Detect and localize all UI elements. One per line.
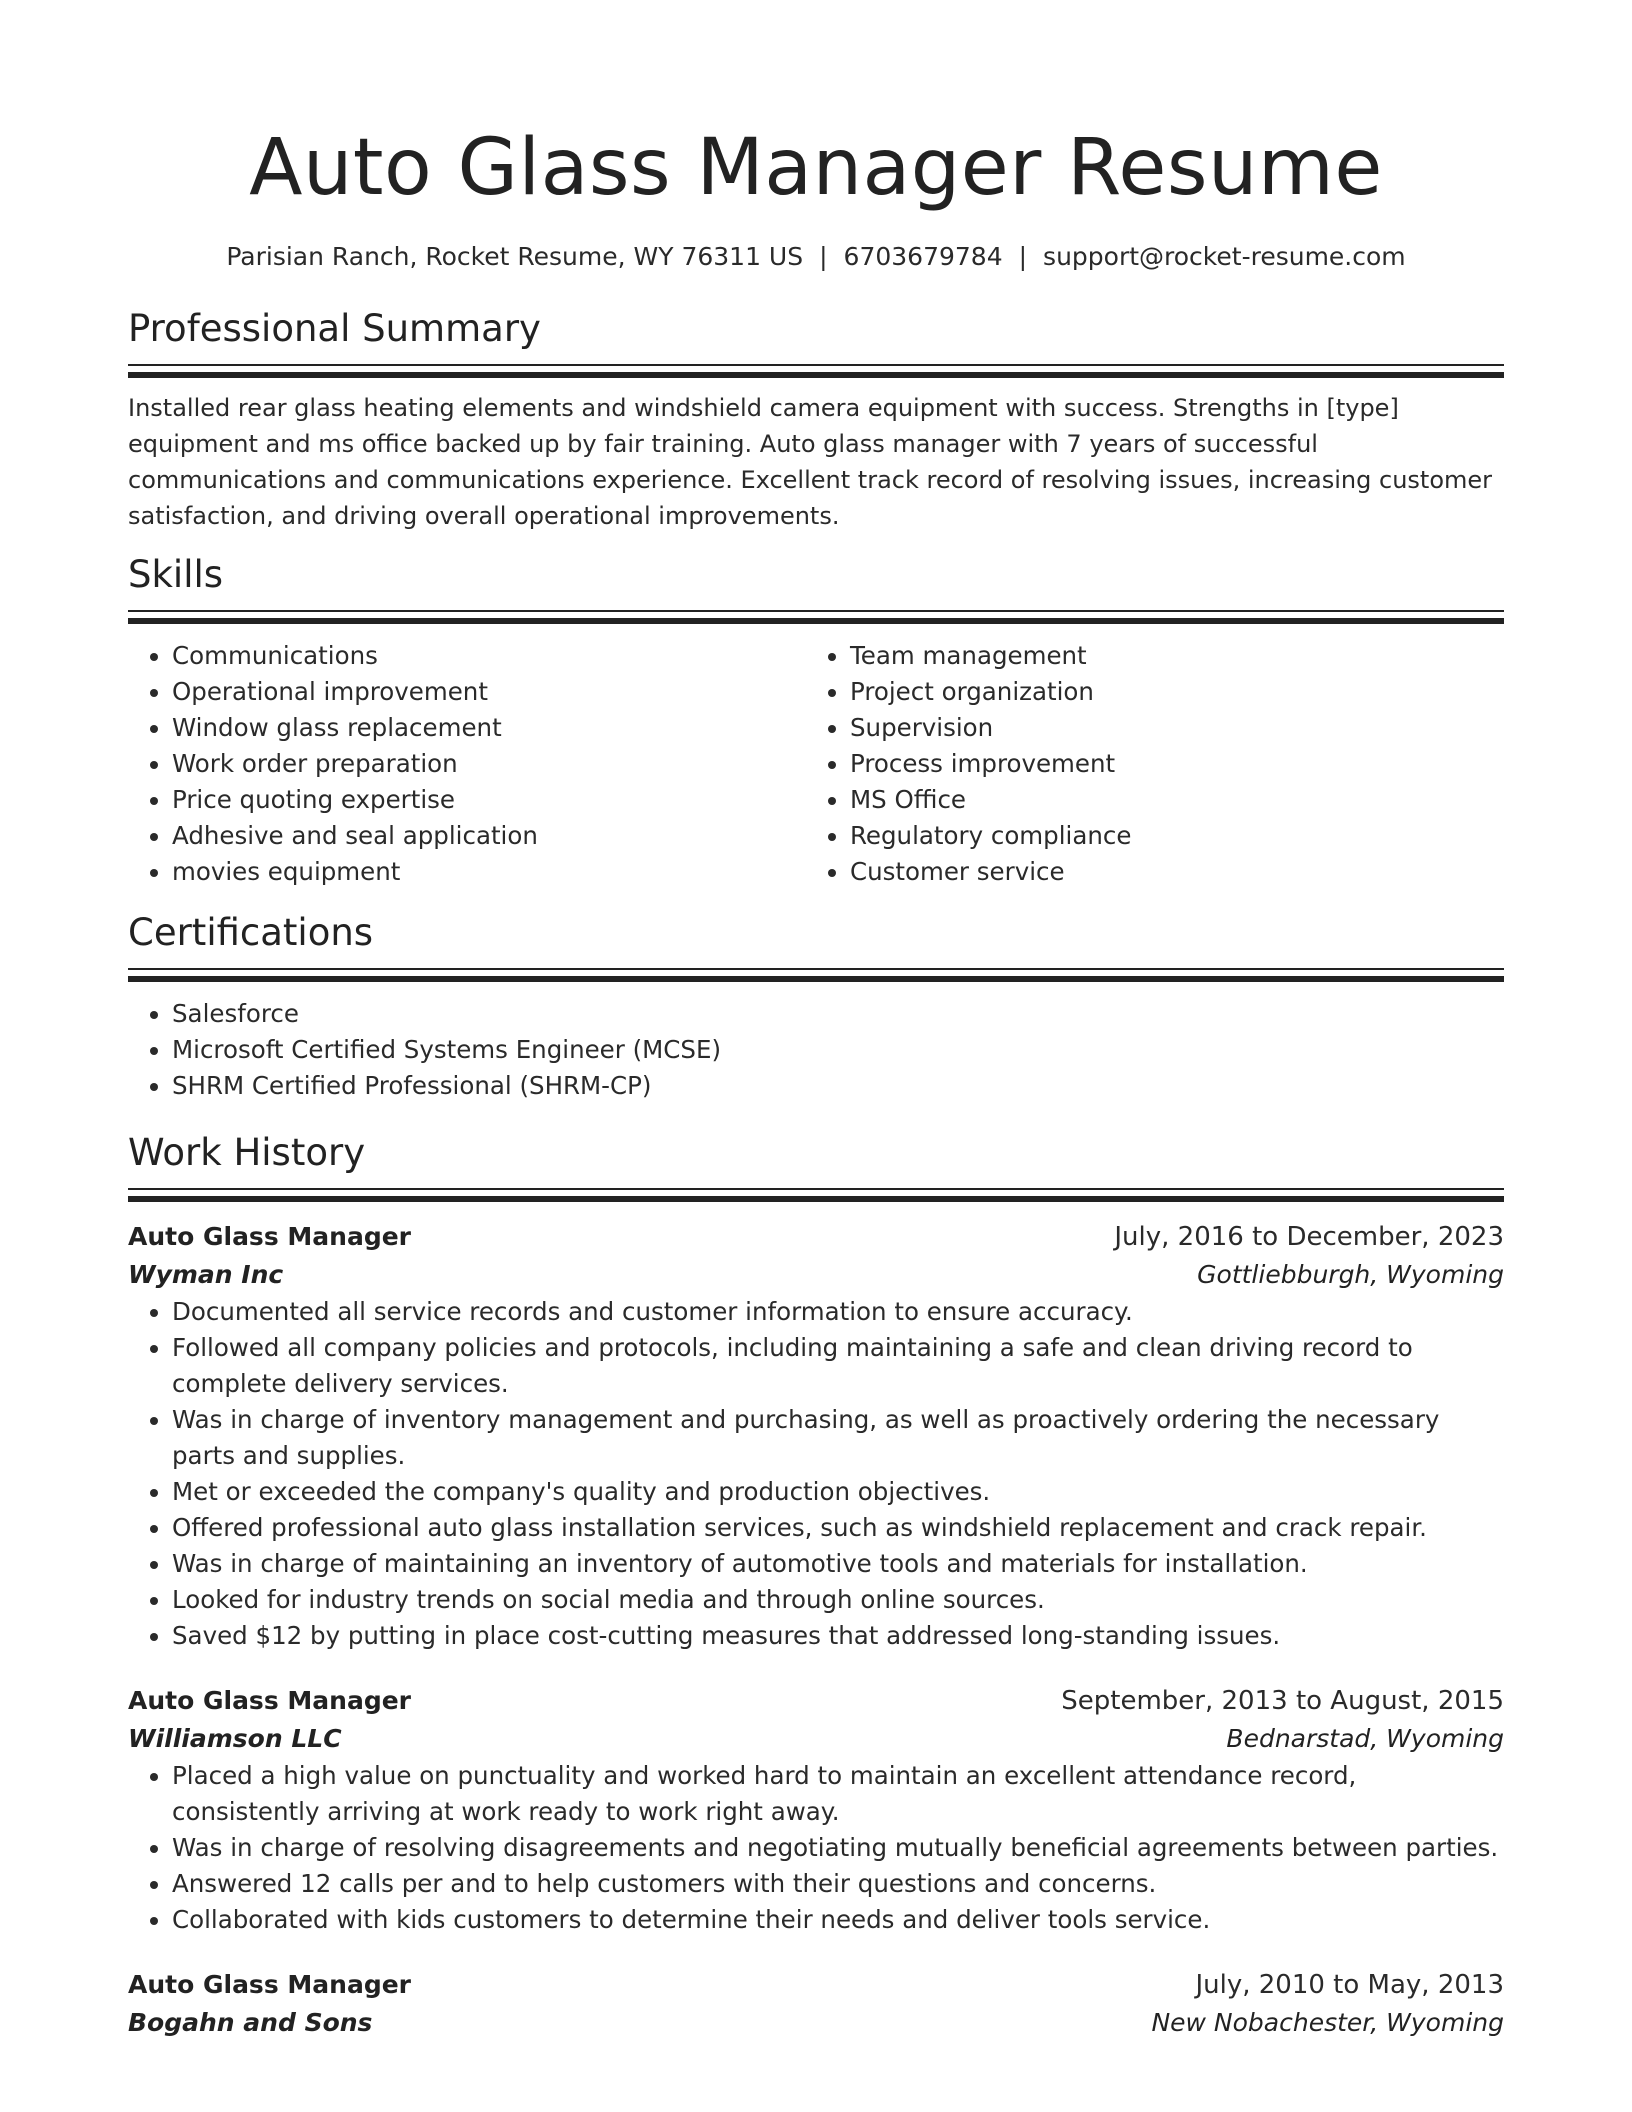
responsibility-item: • Met or exceeded the company's quality and production objectives. <box>172 1474 1504 1510</box>
resume-page <box>128 0 1504 2042</box>
section-divider-thick <box>128 618 1504 624</box>
skills-section <box>128 552 1504 890</box>
job-dates: July, 2016 to December, 2023 <box>1114 1222 1504 1252</box>
certifications-section <box>128 910 1504 1104</box>
job-subheader <box>128 1256 1504 1294</box>
skill-item: • MS Office <box>850 782 1484 818</box>
certifications-heading: Certifications <box>128 911 374 954</box>
skill-item: • Adhesive and seal application <box>172 818 806 854</box>
job-entry <box>128 1218 1504 1654</box>
skill-item: • Customer service <box>850 854 1484 890</box>
skills-right-list <box>806 638 1484 890</box>
skills-left-column <box>128 638 806 890</box>
skill-item: • Price quoting expertise <box>172 782 806 818</box>
contact-line <box>128 240 1504 274</box>
skills-heading: Skills <box>128 553 224 596</box>
skill-item: • Communications <box>172 638 806 674</box>
skill-item: • Operational improvement <box>172 674 806 710</box>
responsibility-item: • Answered 12 calls per and to help customers with their questions and concerns. <box>172 1866 1504 1902</box>
section-divider-thick <box>128 1196 1504 1202</box>
job-location: Gottliebburgh, Wyoming <box>1197 1260 1504 1289</box>
resume-title: Auto Glass Manager Resume <box>249 123 1383 213</box>
job-header <box>128 1966 1504 2004</box>
responsibility-item: • Saved $12 by putting in place cost-cutting measures that addressed long-standing issues. <box>172 1618 1504 1654</box>
skills-right-column <box>806 638 1484 890</box>
skill-item: • Project organization <box>850 674 1484 710</box>
skill-item: • movies equipment <box>172 854 806 890</box>
skills-left-list <box>128 638 806 890</box>
skill-item: • Supervision <box>850 710 1484 746</box>
skill-item: • Work order preparation <box>172 746 806 782</box>
job-entry <box>128 1682 1504 1938</box>
job-company: Bogahn and Sons <box>128 2008 373 2037</box>
summary-heading: Professional Summary <box>128 307 541 350</box>
job-subheader <box>128 2004 1504 2042</box>
section-divider-thick <box>128 976 1504 982</box>
job-company: Wyman Inc <box>128 1260 284 1289</box>
job-entry <box>128 1966 1504 2042</box>
skill-item: • Process improvement <box>850 746 1484 782</box>
responsibility-item: • Documented all service records and customer information to ensure accuracy. <box>172 1294 1504 1330</box>
job-location: Bednarstad, Wyoming <box>1226 1724 1504 1753</box>
job-responsibilities <box>128 1294 1504 1654</box>
responsibility-item: • Looked for industry trends on social media and through online sources. <box>172 1582 1504 1618</box>
summary-text: Installed rear glass heating elements and windshield camera equipment with success. Strengths in [type] equipment and ms office backed up by fair training. Auto glass manager with 7 years of successful communications and communications experience. Excellent track record of resolving issues, increasing customer satisfaction, and driving overall operational improvements. <box>128 394 1493 530</box>
job-dates: September, 2013 to August, 2015 <box>1061 1686 1504 1716</box>
responsibility-item: • Offered professional auto glass installation services, such as windshield replacement and crack repair. <box>172 1510 1504 1546</box>
certifications-list <box>128 996 1504 1104</box>
job-subheader <box>128 1720 1504 1758</box>
responsibility-item: • Followed all company policies and protocols, including maintaining a safe and clean driving record to complete delivery services. <box>172 1330 1504 1402</box>
job-dates: July, 2010 to May, 2013 <box>1195 1970 1504 2000</box>
job-responsibilities <box>128 1758 1504 1938</box>
contact-address: Parisian Ranch, Rocket Resume, WY 76311 US <box>226 242 804 271</box>
responsibility-item: • Placed a high value on punctuality and worked hard to maintain an excellent attendance record, consistently arriving at work ready to work right away. <box>172 1758 1504 1830</box>
responsibility-item: • Was in charge of maintaining an inventory of automotive tools and materials for installation. <box>172 1546 1504 1582</box>
work-history-section <box>128 1130 1504 2042</box>
responsibility-item: • Was in charge of inventory management and purchasing, as well as proactively ordering the necessary parts and supplies. <box>172 1402 1504 1474</box>
skill-item: • Window glass replacement <box>172 710 806 746</box>
contact-phone: 6703679784 <box>843 242 1003 271</box>
responsibility-item: • Was in charge of resolving disagreements and negotiating mutually beneficial agreements between parties. <box>172 1830 1504 1866</box>
work-history-heading: Work History <box>128 1131 366 1174</box>
section-divider <box>128 610 1504 612</box>
section-divider <box>128 1188 1504 1190</box>
job-header <box>128 1218 1504 1256</box>
certification-item: • Microsoft Certified Systems Engineer (MCSE) <box>172 1032 1504 1068</box>
job-title: Auto Glass Manager <box>128 1686 411 1715</box>
job-title: Auto Glass Manager <box>128 1970 411 1999</box>
section-divider <box>128 968 1504 970</box>
summary-section <box>128 306 1504 534</box>
section-divider <box>128 364 1504 366</box>
skill-item: • Team management <box>850 638 1484 674</box>
skills-columns <box>128 638 1504 890</box>
section-divider-thick <box>128 372 1504 378</box>
skill-item: • Regulatory compliance <box>850 818 1484 854</box>
job-company: Williamson LLC <box>128 1724 342 1753</box>
job-location: New Nobachester, Wyoming <box>1151 2008 1504 2037</box>
certification-item: • Salesforce <box>172 996 1504 1032</box>
responsibility-item: • Collaborated with kids customers to determine their needs and deliver tools service. <box>172 1902 1504 1938</box>
contact-email: support@rocket-resume.com <box>1043 242 1406 271</box>
certification-item: • SHRM Certified Professional (SHRM-CP) <box>172 1068 1504 1104</box>
contact-separator: | <box>819 242 828 271</box>
contact-separator: | <box>1018 242 1028 271</box>
job-header <box>128 1682 1504 1720</box>
job-title: Auto Glass Manager <box>128 1222 411 1251</box>
